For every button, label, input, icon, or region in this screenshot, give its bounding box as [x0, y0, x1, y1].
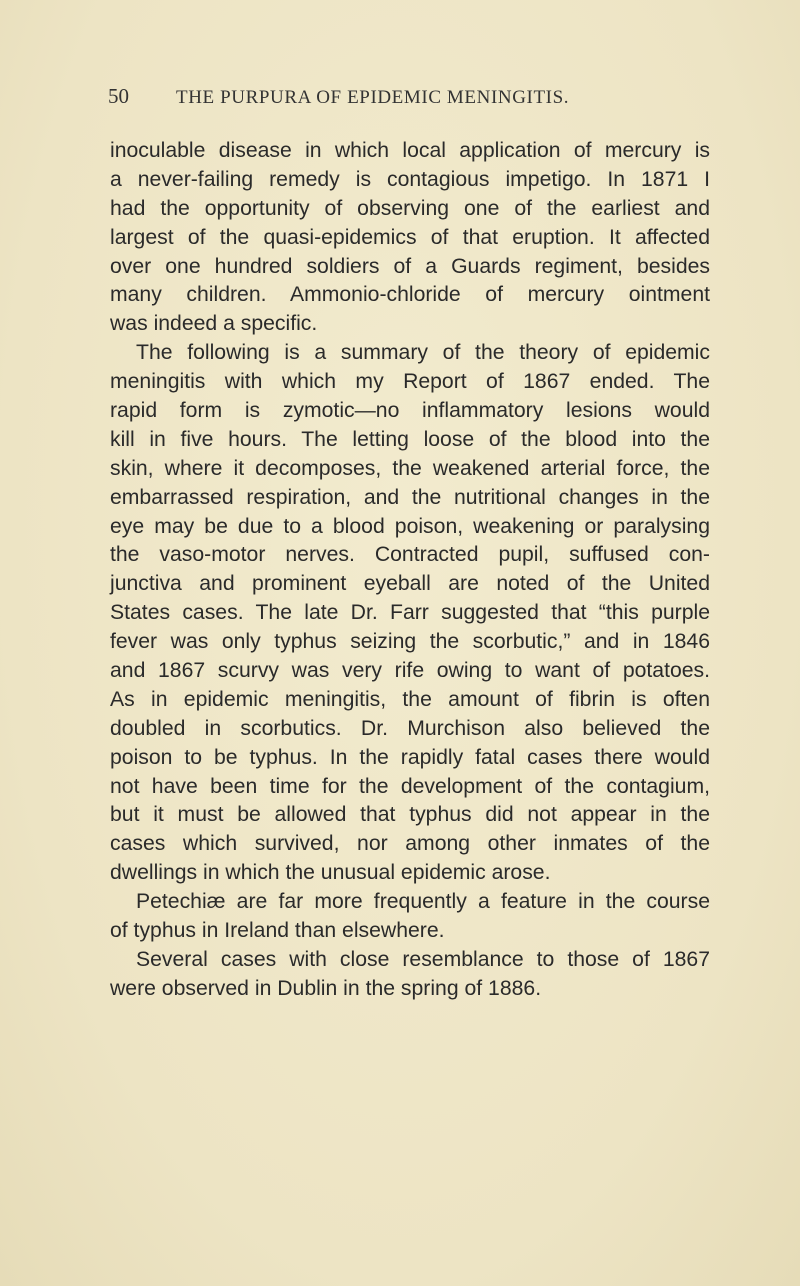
text-line: doubled in scorbutics. Dr. Murchison also believed the [110, 716, 710, 740]
text-line: Petechiæ are far more frequently a feature in the course [136, 890, 710, 914]
text-line: had the opportunity of observing one of the earliest and [110, 196, 710, 220]
text-line: many children. Ammonio-chloride of mercury ointment [110, 283, 710, 307]
text-line: As in epidemic meningitis, the amount of fibrin is often [110, 687, 710, 711]
paragraph [110, 946, 710, 1004]
running-head [108, 84, 708, 116]
text-line: over one hundred soldiers of a Guards regiment, besides [110, 254, 710, 278]
text-line: The following is a summary of the theory of epidemic [136, 341, 710, 365]
text-line: not have been time for the development of the contagium, [110, 774, 710, 798]
text-line: but it must be allowed that typhus did not appear in the [110, 803, 710, 827]
text-line: inoculable disease in which local application of mercury is [110, 139, 710, 162]
text-line: a never-failing remedy is contagious impetigo. In 1871 I [110, 167, 710, 191]
paragraph [110, 888, 710, 946]
text-line: and 1867 scurvy was very rife owing to want of potatoes. [110, 659, 710, 683]
page-number: 50 [108, 84, 129, 108]
paragraph [110, 137, 710, 339]
text-line: meningitis with which my Report of 1867 ended. The [110, 370, 710, 394]
running-title: THE PURPURA OF EPIDEMIC MENINGITIS. [176, 87, 570, 108]
text-line: poison to be typhus. In the rapidly fatal cases there would [110, 745, 710, 769]
text-line: eye may be due to a blood poison, weakening or paralysing [110, 514, 710, 538]
text-line: junctiva and prominent eyeball are noted of the United [110, 572, 710, 596]
text-line: kill in five hours. The letting loose of the blood into the [110, 427, 710, 451]
body-text [110, 137, 710, 1004]
text-line: skin, where it decomposes, the weakened arterial force, the [110, 456, 710, 480]
text-line: Several cases with close resemblance to those of 1867 [136, 947, 710, 971]
text-line: dwellings in which the unusual epidemic arose. [110, 861, 551, 885]
text-line: largest of the quasi-epidemics of that eruption. It affected [110, 225, 710, 249]
text-line: fever was only typhus seizing the scorbutic,” and in 1846 [110, 630, 710, 654]
text-line: cases which survived, nor among other inmates of the [110, 832, 710, 856]
text-line: of typhus in Ireland than elsewhere. [110, 919, 445, 943]
paragraph [110, 339, 710, 888]
text-line: were observed in Dublin in the spring of 1886. [110, 976, 542, 1000]
text-line: the vaso-motor nerves. Contracted pupil, suffused con- [110, 543, 710, 567]
text-line: embarrassed respiration, and the nutritional changes in the [110, 485, 710, 509]
text-line: was indeed a specific. [110, 312, 318, 336]
text-line: rapid form is zymotic—no inflammatory lesions would [110, 399, 710, 423]
text-line: States cases. The late Dr. Farr suggested that “this purple [110, 601, 710, 625]
